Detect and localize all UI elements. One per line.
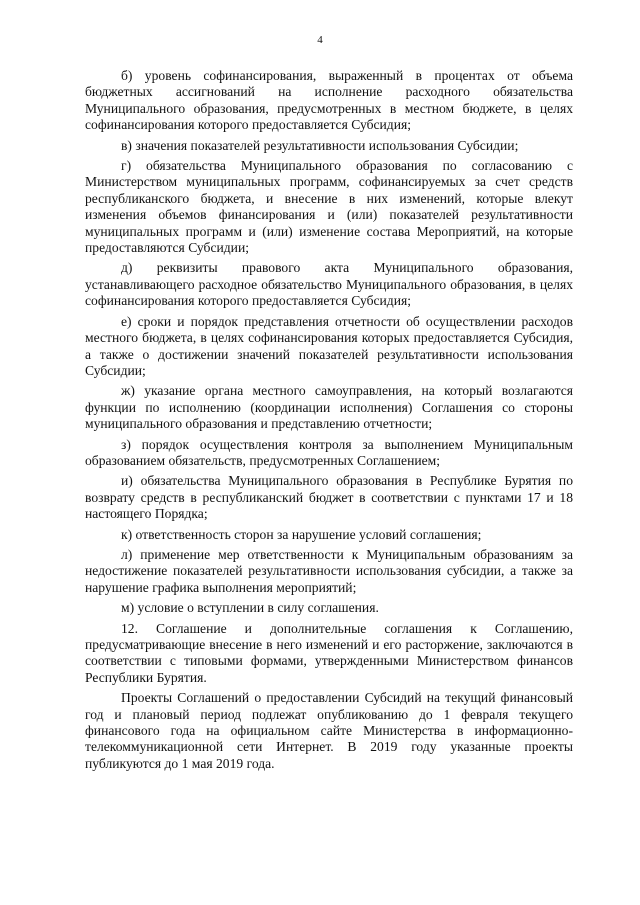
paragraph-draft-agreements: Проекты Соглашений о предоставлении Субсидий на текущий финансовый год и плановый период подлежат опубликованию до 1 февраля текущего финансового года на официальном сайте Министерства в информационно-телекоммуникационной сети Интернет. В 2019 году указанные проекты публикуются до 1 мая 2019 года.	[85, 690, 573, 771]
paragraph-item-v: в) значения показателей результативности использования Субсидии;	[121, 137, 519, 153]
paragraph-item-g: г) обязательства Муниципального образования по согласованию с Министерством муниципальных программ, софинансируемых за счет средств республиканского бюджета, и внесение в них изменений, которые влекут изменения объемов финансирования и (или) показателей результативности муниципальных программ и (или) изменение состава Мероприятий, на которые предоставляются Субсидии;	[85, 158, 573, 256]
paragraph-item-i: и) обязательства Муниципального образования в Республике Бурятия по возврату средств в республиканский бюджет в соответствии с пунктами 17 и 18 настоящего Порядка;	[85, 473, 573, 522]
paragraph-item-b: б) уровень софинансирования, выраженный в процентах от объема бюджетных ассигнований на исполнение расходного обязательства Муниципального образования, предусмотренных в местном бюджете, в целях софинансирования которого предоставляется Субсидия;	[85, 68, 573, 133]
paragraph-section-12: 12. Соглашение и дополнительные соглашения к Соглашению, предусматривающие внесение в него изменений и его расторжение, заключаются в соответствии с типовыми формами, утвержденными Министерством финансов Республики Бурятия.	[85, 620, 573, 685]
page-number: 4	[317, 34, 323, 46]
paragraph-item-z: з) порядок осуществления контроля за выполнением Муниципальным образованием обязательств, предусмотренных Соглашением;	[85, 436, 573, 468]
paragraph-item-k: к) ответственность сторон за нарушение условий соглашения;	[121, 526, 482, 542]
paragraph-item-m: м) условие о вступлении в силу соглашения.	[121, 600, 379, 616]
document-body	[85, 68, 573, 776]
paragraph-item-zh: ж) указание органа местного самоуправления, на который возлагаются функции по исполнению (координации исполнения) Соглашения со стороны муниципального образования и представлению отчетности;	[85, 383, 573, 432]
paragraph-item-l: л) применение мер ответственности к Муниципальным образованиям за недостижение показателей результативности использования субсидии, а также за нарушение графика выполнения мероприятий;	[85, 546, 573, 595]
paragraph-item-e: е) сроки и порядок представления отчетности об осуществлении расходов местного бюджета, в целях софинансирования которых предоставляется Субсидия, а также о достижении значений показателей результативности использования Субсидии;	[85, 313, 573, 378]
paragraph-item-d: д) реквизиты правового акта Муниципального образования, устанавливающего расходное обязательство Муниципального образования, в целях софинансирования которого предоставляется Субсидия;	[85, 260, 573, 309]
